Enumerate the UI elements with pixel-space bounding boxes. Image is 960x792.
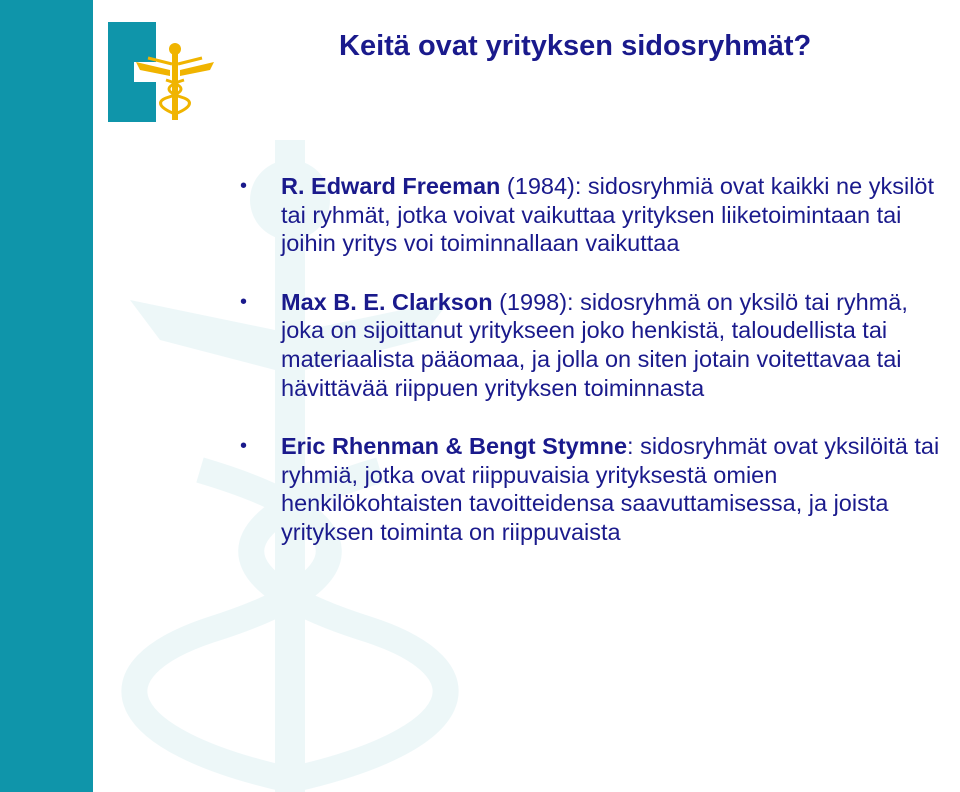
bullet-item-rhenman-stymne (240, 432, 952, 546)
bullet-list (240, 172, 952, 547)
bullet-text: : sidosryhmät ovat yksilöitä tai ryhmiä, jotka ovat riippuvaisia yrityksestä omien henkilökohtaisten tavoitteidensa saavuttamisessa, ja joista yrityksen toiminta on riippuvaista (281, 433, 940, 545)
bullet-text: (1984): sidosryhmiä ovat kaikki ne yksilöt tai ryhmät, jotka voivat vaikuttaa yrityksen liiketoimintaan tai joihin yritys voi toiminnallaan vaikuttaa (281, 173, 935, 257)
bullet-item-freeman (240, 172, 952, 258)
author-name: Max B. E. Clarkson (281, 288, 493, 315)
bullet-marker: • (240, 435, 248, 458)
bullet-marker: • (240, 290, 248, 313)
logo (108, 22, 216, 122)
caduceus-icon (108, 22, 216, 122)
bullet-text: (1998): sidosryhmä on yksilö tai ryhmä, joka on sijoittanut yritykseen joko henkistä, taloudellista tai materiaalista pääomaa, ja jolla on siten jotain voitettavaa tai hävittävää riippuen yrityksen toiminnasta (281, 288, 908, 401)
bullet-item-clarkson (240, 288, 952, 402)
author-name: R. Edward Freeman (281, 173, 501, 199)
author-name: Eric Rhenman & Bengt Stymne (281, 433, 628, 460)
bullet-marker: • (240, 175, 248, 197)
slide-title: Keitä ovat yrityksen sidosryhmät? (339, 30, 812, 62)
